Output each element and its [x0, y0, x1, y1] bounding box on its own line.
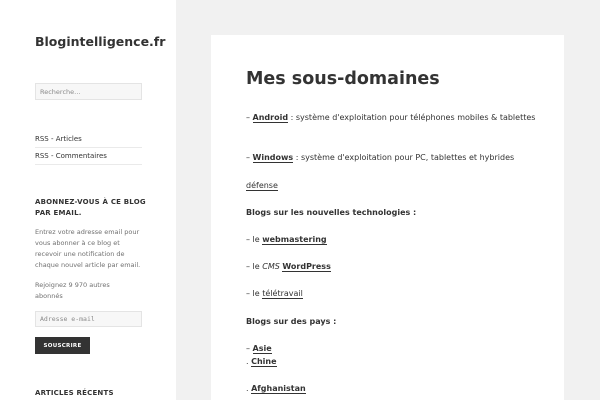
teletravail-link[interactable]: télétravail [262, 289, 303, 298]
rss-articles-link[interactable]: RSS - Articles [35, 135, 82, 143]
entry-android: – Android : système d'exploitation pour téléphones mobiles & tablettes [246, 113, 536, 122]
recent-articles-heading: ARTICLES RÉCENTS [35, 389, 114, 397]
defense-link[interactable]: défense [246, 181, 278, 190]
webmastering-link[interactable]: webmastering [262, 235, 327, 244]
divider [35, 164, 142, 165]
subscribe-button[interactable]: SOUSCRIRE [35, 337, 90, 354]
entry-webmastering: – le webmastering [246, 235, 327, 244]
entry-afghanistan: . Afghanistan [246, 384, 306, 393]
afghanistan-link[interactable]: Afghanistan [251, 384, 306, 393]
subscribe-widget-heading: ABONNEZ-VOUS À CE BLOG PAR EMAIL. [35, 198, 146, 217]
asie-link[interactable]: Asie [252, 344, 272, 353]
subscribe-description: Entrez votre adresse email pour vous abonner à ce blog et recevoir une notification de chaque nouvel article par email. [35, 228, 141, 269]
email-field[interactable] [35, 311, 142, 327]
search-input[interactable] [35, 83, 142, 100]
site-title[interactable]: Blogintelligence.fr [35, 34, 166, 49]
entry-windows: – Windows : système d'exploitation pour PC, tablettes et hybrides [246, 153, 515, 162]
countries-blogs-heading: Blogs sur des pays : [246, 317, 337, 326]
entry-chine: . Chine [246, 357, 277, 366]
entry-defense [246, 179, 546, 193]
entry-wordpress: – le CMS WordPress [246, 262, 331, 271]
divider [35, 147, 142, 148]
subscribers-count: Rejoignez 9 970 autres abonnés [35, 281, 110, 300]
entry-asie: – Asie [246, 344, 272, 353]
chine-link[interactable]: Chine [251, 357, 277, 366]
rss-comments-link[interactable]: RSS - Commentaires [35, 152, 107, 160]
page-title: Mes sous-domaines [246, 69, 440, 89]
wordpress-link[interactable]: WordPress [282, 262, 331, 271]
entry-teletravail: – le télétravail [246, 289, 303, 298]
sidebar [0, 0, 176, 400]
tech-blogs-heading: Blogs sur les nouvelles technologies : [246, 208, 417, 217]
android-link[interactable]: Android [252, 113, 289, 122]
windows-link[interactable]: Windows [252, 153, 294, 162]
